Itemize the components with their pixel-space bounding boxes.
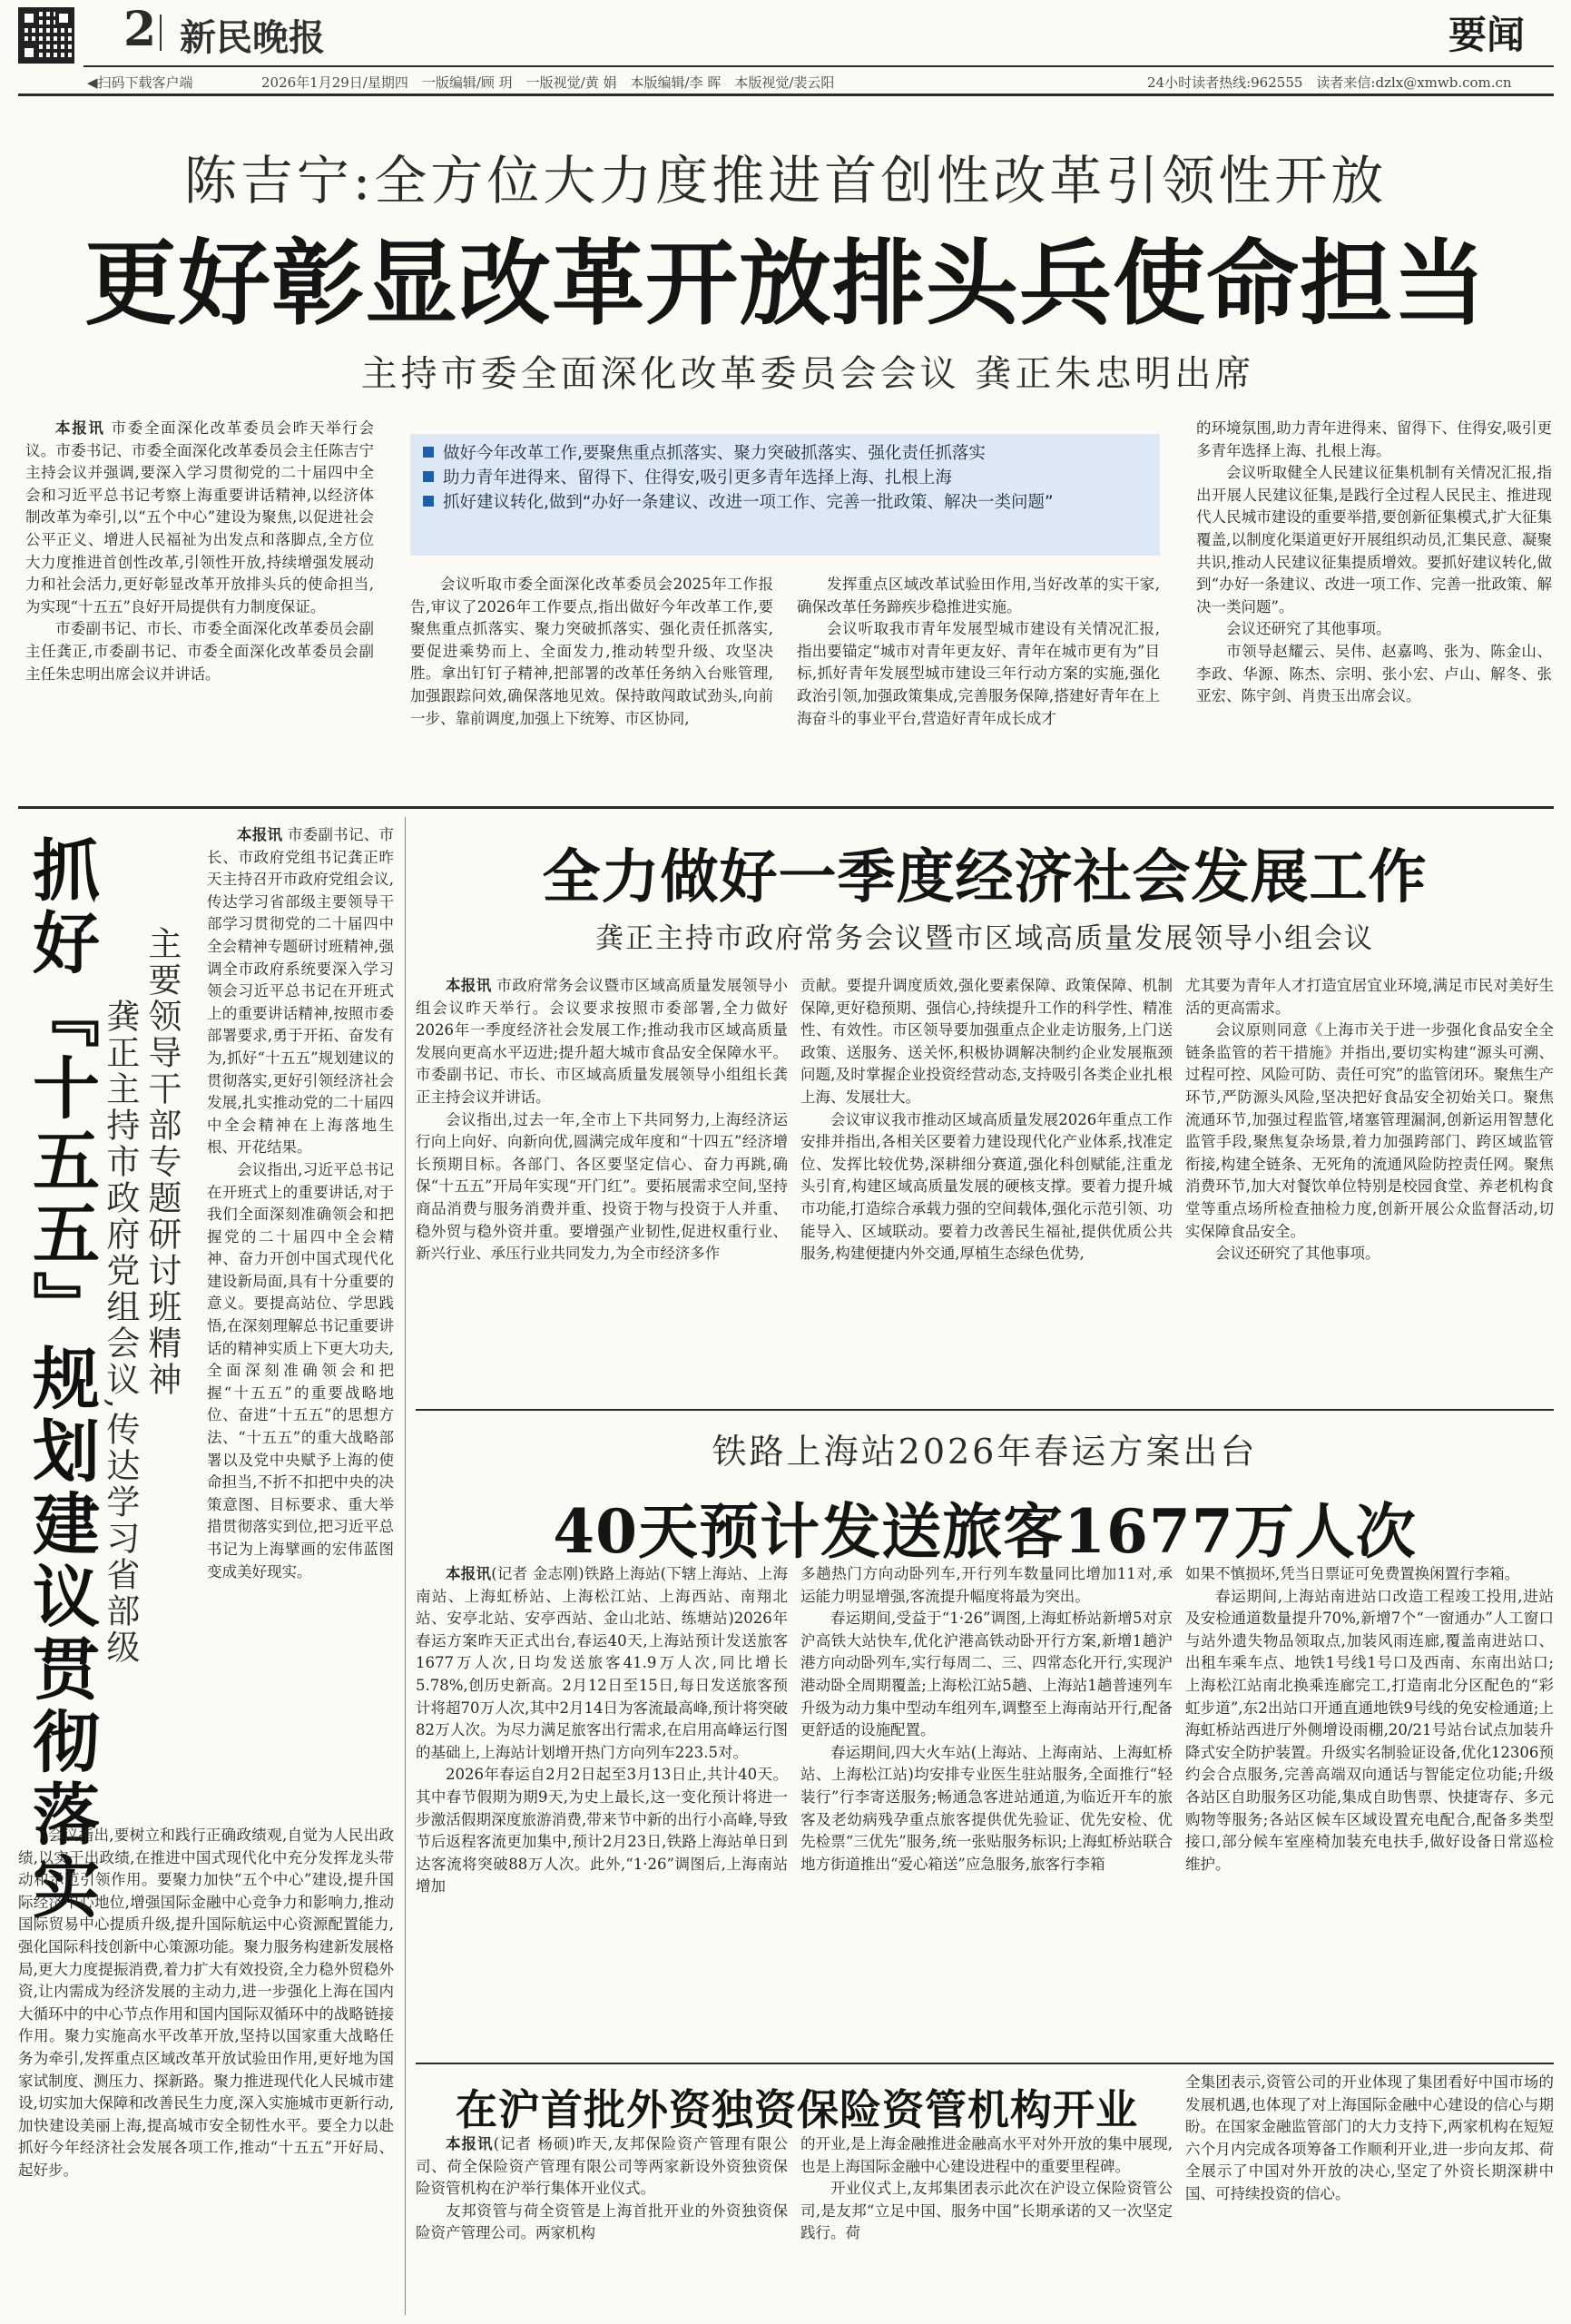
story1-column-3 bbox=[797, 574, 1160, 801]
square-bullet-icon bbox=[423, 447, 434, 458]
section-divider bbox=[416, 2063, 1554, 2064]
story1-column-1 bbox=[25, 418, 374, 799]
qr-code[interactable] bbox=[18, 7, 74, 64]
section-name: 要闻 bbox=[1448, 13, 1526, 57]
section-divider bbox=[416, 1409, 1554, 1411]
story2-column-2 bbox=[18, 1825, 394, 2315]
story5-body-1: (记者 杨硕)昨天,友邦保险资产管理有限公司、荷全保险资产管理有限公司等两家新设外资独资保险资管机构在沪举行集体开业仪式。 bbox=[416, 2135, 788, 2198]
story4-headline: 40天预计发送旅客1677万人次 bbox=[553, 1496, 1417, 1567]
story1-subhead: 主持市委全面深化改革委员会会议 龚正朱忠明出席 bbox=[360, 353, 1255, 395]
highlight-item: 助力青年进得来、留得下、住得安,吸引更多青年选择上海、扎根上海 bbox=[423, 466, 1147, 490]
story3-column-2 bbox=[800, 975, 1173, 1402]
story3-body-3b: 会议原则同意《上海市关于进一步强化食品安全全链条监管的若干措施》并指出,要切实构建“源头可溯、过程可控、风险可防、责任可究”的监管闭环。聚焦生产环节,严防源头风险,坚决把好食品安全初始关口。聚焦流通环节,加强过程监管,堵塞管理漏洞,创新运用智慧化监管手段,聚焦复杂场景,着力加强跨部门、跨区域监管衔接,构建全链条、无死角的流通风险防控责任网。聚焦消费环节,加大对餐饮单位特别是校园食堂、养老机构食堂等重点场所检查抽检力度,创新开展公众监督活动,切实保障食品安全。 bbox=[1185, 1021, 1554, 1240]
story4-column-1 bbox=[416, 1563, 788, 2053]
story3-headline: 全力做好一季度经济社会发展工作 bbox=[542, 844, 1428, 911]
story5-column-3 bbox=[1185, 2072, 1554, 2315]
page-number: 2 bbox=[123, 2, 157, 57]
story3-body-1b: 会议指出,过去一年,全市上下共同努力,上海经济运行向上向好、向新向优,圆满完成年度和“十四五”经济增长预期目标。各部门、各区要坚定信心、奋力再跳,确保“十五五”开局年实现“开门红”。要拓展需求空间,坚持商品消费与服务消费并重、投资于物与投资于人并重、稳外贸与稳外资并重。要增强产业韧性,促进权重行业、新兴行业、承压行业共同发力,为全市经济多作 bbox=[416, 1110, 788, 1263]
story4-body-2b: 春运期间,受益于“1·26”调图,上海虹桥站新增5对京沪高铁大站快车,优化沪港高铁动卧开行方案,新增1趟沪港方向动卧列车,实行每周二、三、四常态化开行,实现沪港动卧全周期覆盖;上海松江站5趟、上海站1趟普速列车升级为动力集中型动车组列车,调整至上海南站开行,配备更舒适的设施配置。 bbox=[800, 1610, 1173, 1739]
square-bullet-icon bbox=[423, 471, 434, 482]
story4-lead: 本报讯 bbox=[446, 1565, 492, 1582]
masthead-divider bbox=[160, 15, 162, 51]
story5-column-2 bbox=[800, 2133, 1173, 2315]
story3-body-3: 尤其要为青年人才打造宜居宜业环境,满足市民对美好生活的更高需求。 bbox=[1185, 977, 1554, 1017]
story2-subhead-1: 主要领导干部专题研讨班精神 bbox=[142, 926, 182, 1398]
square-bullet-icon bbox=[423, 496, 434, 507]
story1-headline: 更好彰显改革开放排头兵使命担当 bbox=[84, 231, 1487, 339]
story5-body-1b: 友邦资管与荷全资管是上海首批开业的外资独资保险资产管理公司。两家机构 bbox=[416, 2201, 788, 2242]
story2-body-1b: 会议指出,习近平总书记在开班式上的重要讲话,对于我们全面深刻准确领会和把握党的二十届四中全会精神、奋力开创中国式现代化建设新局面,具有十分重要的意义。要提高站位、学思践悟,在深刻理解总书记重要讲话的精神实质上下更大功夫,全面深刻准确领会和把握“十五五”的重要战略地位、奋进“十五五”的思想方法、“十五五”的重大战略部署以及党中央赋予上海的使命担当,不折不扣把中央的决策意图、目标要求、重大举措贯彻落实到位,把习近平总书记为上海擘画的宏伟蓝图变成美好现实。 bbox=[207, 1160, 394, 1581]
story3-body-2: 贡献。要提升调度质效,强化要素保障、政策保障、机制保障,更好稳预期、强信心,持续提升工作的科学性、精准性、有效性。市区领导要加强重点企业走访服务,上门送政策、送服务、送关怀,积极协调解决制约企业发展瓶颈问题,及时掌握企业投资经营动态,支持吸引各类企业扎根上海、发展壮大。 bbox=[800, 977, 1173, 1106]
story2-body-1: 市委副书记、市长、市政府党组书记龚正昨天主持召开市政府党组会议,传达学习省部级主要领导干部学习贯彻党的二十届四中全会精神专题研讨班精神,强调全市政府系统要深入学习领会习近平总书记在开班式上的重要讲话精神,按照市委部署要求,勇于开拓、奋发有为,抓好“十五五”规划建议的贯彻落实,更好引领经济社会发展,扎实推动党的二十届四中全会精神在上海落地生根、开花结果。 bbox=[207, 826, 394, 1157]
story1-body-4d: 市领导赵耀云、吴伟、赵嘉鸣、张为、陈金山、李政、华源、陈杰、宗明、张小宏、卢山、解冬、张亚宏、陈宇剑、肖贵玉出席会议。 bbox=[1196, 642, 1552, 705]
story4-kicker: 铁路上海站2026年春运方案出台 bbox=[712, 1432, 1258, 1472]
story1-highlights bbox=[410, 434, 1160, 556]
column-rule bbox=[405, 817, 406, 2315]
header-rule bbox=[18, 94, 1554, 96]
story1-body-4: 的环境氛围,助力青年进得来、留得下、住得安,吸引更多青年选择上海、扎根上海。 bbox=[1196, 419, 1552, 459]
story3-column-1 bbox=[416, 975, 788, 1402]
story5-body-2: 的开业,是上海金融推进金融高水平对外开放的集中展现,也是上海国际金融中心建设进程中的重要里程碑。 bbox=[800, 2135, 1173, 2175]
story1-column-2 bbox=[410, 574, 773, 801]
story4-column-2 bbox=[800, 1563, 1173, 2053]
story1-body-2: 会议听取市委全面深化改革委员会2025年工作报告,审议了2026年工作要点,指出做好今年改革工作,要聚焦重点抓落实、聚力突破抓落实、强化责任抓落实,要促进乘势而上、全面发力,推动转型升级、攻坚决胜。拿出钉钉子精神,把部署的改革任务纳入台账管理,加强跟踪问效,确保落地见效。保持敢闯敢试劲头,向前一步、靠前调度,加强上下统筹、市区协同, bbox=[410, 576, 773, 727]
highlight-item: 抓好建议转化,做到“办好一条建议、改进一项工作、完善一批政策、解决一类问题” bbox=[423, 490, 1147, 515]
story4-body-2: 多趟热门方向动卧列车,开行列车数量同比增加11对,承运能力明显增强,客流提升幅度将最为突出。 bbox=[800, 1565, 1173, 1605]
story1-lead: 本报讯 bbox=[55, 419, 105, 437]
story4-body-1b: 2026年春运自2月2日起至3月13日止,共计40天。其中春节假期为期9天,为史上最长,这一变化预计将进一步激活假期深度旅游消费,带来节中新的出行小高峰,导致节后返程客流更加集中,预计2月23日,铁路上海站单日到达客流将突破88万人次。此外,“1·26”调图后,上海南站增加 bbox=[416, 1766, 788, 1896]
story5-headline: 在沪首批外资独资保险资管机构开业 bbox=[456, 2085, 1138, 2134]
story4-body-3: 如果不慎损坏,凭当日票证可免费置换闲置行李箱。 bbox=[1185, 1565, 1520, 1582]
story1-body-3: 发挥重点区域改革试验田作用,当好改革的实干家,确保改革任务蹄疾步稳推进实施。 bbox=[797, 576, 1160, 615]
story4-body-2c: 春运期间,四大火车站(上海站、上海南站、上海虹桥站、上海松江站)均安排专业医生驻站服务,全面推行“轻装行”行李寄送服务;畅通急客进站通道,为临近开车的旅客及老幼病残孕重点旅客提供优先验证、优先安检、优先检票“三优先”服务,统一张贴服务标识;上海虹桥站联合地方街道推出“爱心箱送”应急服务,旅客行李箱 bbox=[800, 1743, 1173, 1873]
story2-body-2: 会议指出,要树立和践行正确政绩观,自觉为人民出政绩,以实干出政绩,在推进中国式现代化中充分发挥龙头带动和示范引领作用。要聚力加快“五个中心”建设,提升国际经济中心地位,增强国际金融中心竞争力和影响力,推动国际贸易中心提质升级,提升国际航运中心资源配置能力,强化国际科技创新中心策源功能。聚力服务构建新发展格局,更大力度提振消费,着力扩大有效投资,全力稳外贸稳外资,让内需成为经济发展的主动力,进一步强化上海在国内大循环中的中心节点作用和国内国际双循环中的战略链接作用。聚力实施高水平改革开放,坚持以国家重大战略任务为牵引,发挥重点区域改革开放试验田作用,更好地为国家试制度、测压力、探新路。聚力推进现代化人民城市建设,切实加大保障和改善民生力度,深入实施城市更新行动,加快建设美丽上海,提高城市安全韧性水平。要全力以赴抓好今年经济社会发展各项工作,推动“十五五”开好局、起好步。 bbox=[18, 1827, 394, 2179]
story5-body-2b: 开业仪式上,友邦集团表示此次在沪设立保险资管公司,是友邦“立足中国、服务中国”长期承诺的又一次坚定践行。荷 bbox=[800, 2180, 1173, 2242]
story5-column-1 bbox=[416, 2133, 788, 2315]
story2-column-1 bbox=[207, 824, 394, 1823]
story1-body-3b: 会议听取我市青年发展型城市建设有关情况汇报,指出要锚定“城市对青年更友好、青年在城市更有为”目标,抓好青年发展型城市建设三年行动方案的实施,强化政治引领,加强政策集成,完善服务保障,搭建好青年在上海奋斗的事业平台,营造好青年成长成才 bbox=[797, 620, 1160, 727]
story1-body-4c: 会议还研究了其他事项。 bbox=[1226, 620, 1391, 638]
story4-body-3b: 春运期间,上海站南进站口改造工程竣工投用,进站及安检通道数量提升70%,新增7个“一窗通办”人工窗口与站外遗失物品领取点,加装风雨连廊,覆盖南进站口、出租车乘车点、地铁1号线1号口及西南、东南出站口;上海松江站南北换乘连廊完工,打造南北分区配色的“彩虹步道”,东2出站口开通直通地铁9号线的免安检通道;上海虹桥站西进厅外侧增设雨棚,20/21号站台试点加装升降式安全防护装置。升级实名制验证设备,优化12306预约会合点服务,完善高端双向通话与智能定位功能;升级各站区自助服务区功能,集成自助售票、快捷寄存、多元购物等服务;各站区候车区域设置充电配合,配备多类型接口,部分候车室座椅加装充电扶手,做好设备日常巡检维护。 bbox=[1185, 1587, 1554, 1873]
story3-body-1: 市政府常务会议暨市区域高质量发展领导小组会议昨天举行。会议要求按照市委部署,全力做好2026年一季度经济社会发展工作;推动我市区域高质量发展向更高水平迈进;提升超大城市食品安全保障水平。市委副书记、市长、市区域高质量发展领导小组组长龚正主持会议并讲话。 bbox=[416, 977, 788, 1106]
edition-line: 2026年1月29日/星期四 一版编辑/顾 玥 一版视觉/黄 娟 本版编辑/李 晖 本版视觉/裴云阳 bbox=[261, 74, 835, 91]
story5-body-3: 全集团表示,资管公司的开业体现了集团看好中国市场的发展机遇,也体现了对上海国际金融中心建设的信心与期盼。在国家金融监管部门的大力支持下,两家机构在短短六个月内完成各项筹备工作顺利开业,进一步向友邦、荷全展示了中国对外开放的决心,坚定了外资长期深耕中国、可持续投资的信心。 bbox=[1185, 2073, 1554, 2202]
paper-name: 新民晚报 bbox=[180, 16, 325, 59]
story3-lead: 本报讯 bbox=[446, 977, 492, 994]
story1-body-4b: 会议听取健全人民建议征集机制有关情况汇报,指出开展人民建议征集,是践行全过程人民民主、推进现代人民城市建设的重要举措,要创新征集模式,扩大征集覆盖,以制度化渠道更好开展组织动员,汇集民意、凝聚共识,推动人民建议征集提质增效。要抓好建议转化,做到“办好一条建议、改进一项工作、完善一批政策、解决一类问题”。 bbox=[1196, 464, 1552, 615]
story5-lead: 本报讯 bbox=[446, 2135, 494, 2152]
story3-subhead: 龚正主持市政府常务会议暨市区域高质量发展领导小组会议 bbox=[595, 922, 1374, 955]
story3-column-3 bbox=[1185, 975, 1554, 1402]
story2-title: 抓好『十五五』规划建议贯彻落实 bbox=[22, 835, 100, 1925]
story1-body-1b: 市委副书记、市长、市委全面深化改革委员会副主任龚正,市委副书记、市委全面深化改革委员会副主任朱忠明出席会议并讲话。 bbox=[25, 620, 374, 683]
story2-subhead-2: 龚正主持市政府党组会议,传达学习省部级 bbox=[100, 999, 140, 1666]
scan-hint: ◀扫码下载客户端 bbox=[87, 74, 193, 91]
story1-column-4 bbox=[1196, 418, 1552, 799]
reader-hotline: 24小时读者热线:962555 读者来信:dzlx@xmwb.com.cn bbox=[1147, 74, 1512, 91]
story4-column-3 bbox=[1185, 1563, 1554, 2053]
story4-body-1: (记者 金志刚)铁路上海站(下辖上海站、上海南站、上海虹桥站、上海松江站、上海西站、南翔北站、安亭北站、安亭西站、金山北站、练塘站)2026年春运方案昨天正式出台,春运40天,上海站预计发送旅客1677万人次,日均发送旅客41.9万人次,同比增长5.78%,创历史新高。2月12日至15日,每日发送旅客预计将超70万人次,其中2月14日为客流最高峰,预计将突破82万人次。为尽力满足旅客出行需求,在启用高峰运行图的基础上,上海站计划增开热门方向列车223.5对。 bbox=[416, 1565, 788, 1761]
masthead-rule bbox=[83, 65, 1554, 67]
highlight-item: 做好今年改革工作,要聚焦重点抓落实、聚力突破抓落实、强化责任抓落实 bbox=[423, 441, 1147, 466]
story1-kicker: 陈吉宁:全方位大力度推进首创性改革引领性开放 bbox=[183, 150, 1388, 212]
section-divider bbox=[18, 806, 1554, 809]
story3-body-3c: 会议还研究了其他事项。 bbox=[1215, 1245, 1380, 1263]
story2-lead: 本报讯 bbox=[237, 826, 283, 843]
story3-body-2b: 会议审议我市推动区域高质量发展2026年重点工作安排并指出,各相关区要着力建设现代化产业体系,找准定位、发挥比较优势,深耕细分赛道,强化科创赋能,注重龙头引育,构建区域高质量发展的硬核支撑。要着力提升城市功能,打造综合承载力强的空间载体,强化示范引领、功能导入、区域联动。要着力改善民生福祉,提供优质公共服务,构建便捷内外交通,厚植生态绿色优势, bbox=[800, 1110, 1173, 1263]
story1-body-1: 市委全面深化改革委员会昨天举行会议。市委书记、市委全面深化改革委员会主任陈吉宁主持会议并强调,要深入学习贯彻党的二十届四中全会和习近平总书记考察上海重要讲话精神,以经济体制改革为牵引,以“五个中心”建设为聚焦,以促进社会公平正义、增进人民福祉为出发点和落脚点,全方位大力度推进首创性改革,引领性开放,持续增强发展动力和社会活力,更好彰显改革开放排头兵的使命担当,为实现“十五五”良好开局提供有力制度保证。 bbox=[25, 419, 374, 615]
